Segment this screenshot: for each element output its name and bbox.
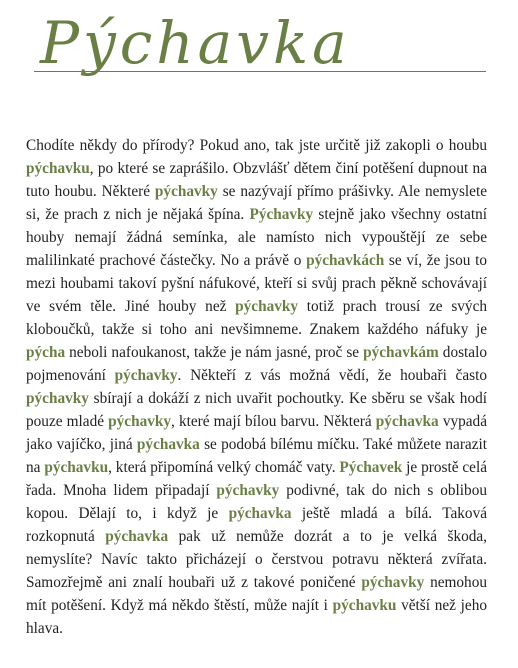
text-run: neboli nafoukanost, takže je nám jasné, proč se <box>65 344 364 362</box>
text-run: , které mají bílou barvu. Některá <box>171 413 376 431</box>
text-run: sbírají a dokáží z nich uvařit pochoutky. Ke sběru se však hodí pouze mladé <box>26 390 487 431</box>
keyword-highlight: pýchavka <box>136 436 200 454</box>
keyword-highlight: pýchavka <box>105 528 169 546</box>
keyword-highlight: pýchavky <box>108 413 172 431</box>
keyword-highlight: Pýchavky <box>249 206 314 224</box>
keyword-highlight: pýchavku <box>26 160 90 178</box>
title-underline <box>34 71 486 72</box>
text-run: Chodíte někdy do přírody? Pokud ano, tak jste určitě již zakopli o houbu <box>26 137 487 155</box>
keyword-highlight: pýchavky <box>361 574 425 592</box>
text-run: větší než jeho hlava. <box>26 597 487 638</box>
keyword-highlight: pýchavky <box>216 482 280 500</box>
text-run: se nazývají přímo prášivky. Ale nemyslete si, že prach z nich je nějaká špína. <box>26 183 487 224</box>
page-title: Pýchavka <box>40 9 351 77</box>
keyword-highlight: pýchavky <box>235 298 299 316</box>
text-run: se podobá bílému míčku. Také můžete narazit na <box>26 436 487 477</box>
text-run: se ví, že jsou to mezi houbami takoví pyšní náfukové, kteří si svůj prach pěkně schovávají ve svém těle. Jiné houby než <box>26 252 487 316</box>
keyword-highlight: Pýchavek <box>339 459 403 477</box>
keyword-highlight: pýchavku <box>332 597 397 615</box>
title-area <box>0 0 518 100</box>
text-run: je prostě celá řada. Mnoha lidem připadají <box>26 459 487 500</box>
keyword-highlight: pýchavky <box>114 367 178 385</box>
text-run: , po které se zaprášilo. Obzvlášť dětem činí potěšení dupnout na tuto houbu. Některé <box>26 160 487 201</box>
keyword-highlight: pýchavky <box>26 390 89 408</box>
keyword-highlight: pýchavkám <box>363 344 439 362</box>
text-run: dostalo pojmenování <box>26 344 487 385</box>
text-run: , která připomíná velký chomáč vaty. <box>108 459 340 477</box>
keyword-highlight: pýchavky <box>154 183 218 201</box>
keyword-highlight: pýchavka <box>375 413 439 431</box>
text-run: ještě mladá a bílá. Taková rozkopnutá <box>26 505 488 546</box>
text-run: . Někteří z vás možná vědí, že houbaři často <box>177 367 487 385</box>
keyword-highlight: pýchavkách <box>306 252 385 270</box>
article-paragraph <box>26 134 487 640</box>
keyword-highlight: pýchavku <box>44 459 109 477</box>
text-run: pak už nemůže dozrát a to je velká škoda, nemyslíte? Navíc takto přicházejí o čerstvou potravu některá zvířata. Samozřejmě ani znalí houbaři už z takové poničené <box>26 528 488 592</box>
keyword-highlight: pýcha <box>26 344 66 362</box>
text-run: stejně jako všechny ostatní houby nemají žádná semínka, ale namísto nich vypouštějí ze sebe malilinkaté prachové částečky. No a právě o <box>26 206 487 270</box>
text-run: vypadá jako vajíčko, jiná <box>26 413 487 454</box>
text-run: totiž prach trousí ze svých kloboučků, takže si toho ani nevšimneme. Znakem každého náfuky je <box>26 298 488 339</box>
keyword-highlight: pýchavka <box>228 505 292 523</box>
text-run: nemohou mít potěšení. Když má někdo štěstí, může najít i <box>26 574 487 615</box>
text-run: podivné, tak do nich s oblibou kopou. Dělají to, i když je <box>26 482 487 523</box>
